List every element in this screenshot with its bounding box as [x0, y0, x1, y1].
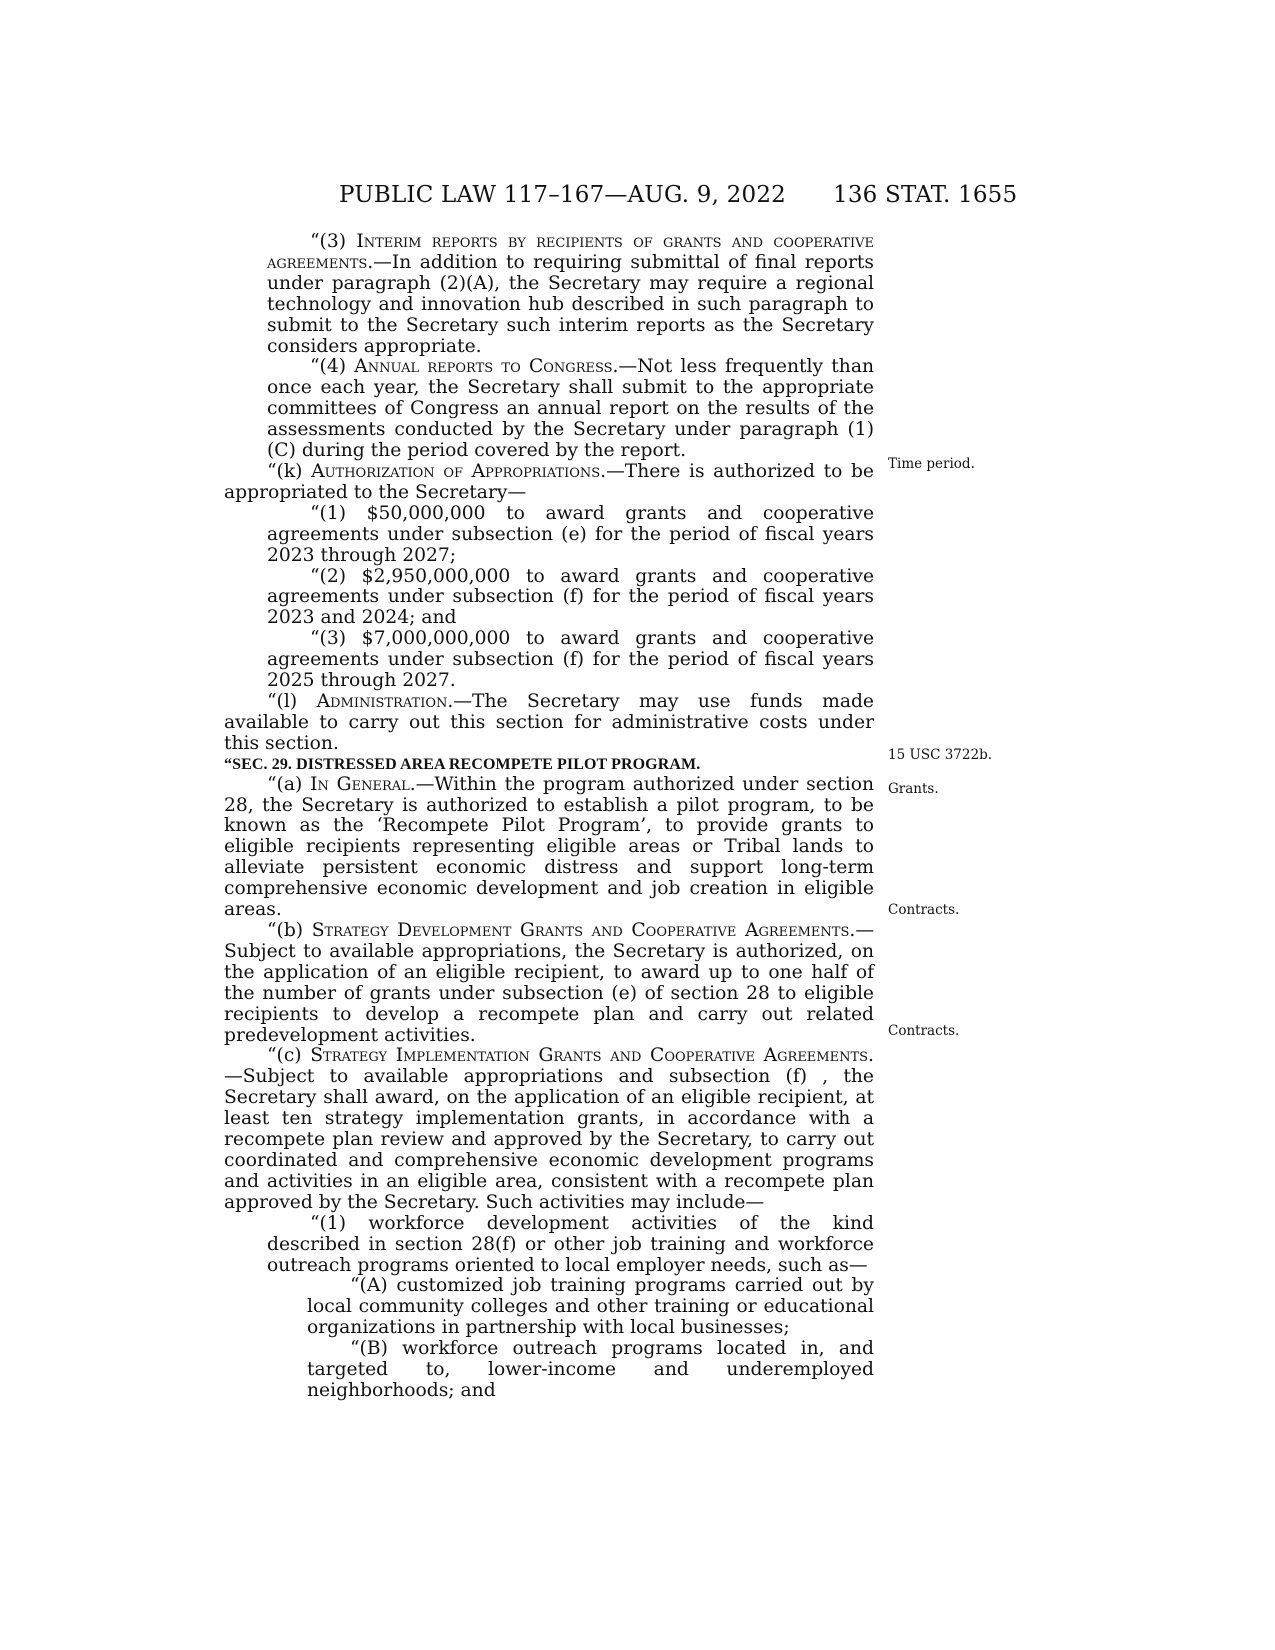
subsection-c: “(c) Strategy Implementation Grants and Cooperative Agreements.—Subject to available appropriations and subsection (f) , the Secretary shall award, on the application of an eligible recipient, at least ten strategy implementation grants, in accordance with a recompete plan review and approved by the Secretary, to carry out coordinated and comprehensive economic development programs and activities in an eligible area, consistent with a recompete plan approved by the Secretary. Such activities may include— — [224, 1045, 874, 1213]
subsection-k: “(k) Authorization of Appropriations.—There is authorized to be appropriated to the Secretary— — [224, 460, 874, 503]
paragraph-k3: “(3) $7,000,000,000 to award grants and cooperative agreements under subsection (f) for the period of fiscal years 2025 through 2027. — [267, 628, 874, 692]
subparagraph-cB: “(B) workforce outreach programs located in, and targeted to, lower-income and underemployed neighborhoods; and — [307, 1338, 874, 1401]
statute-body — [224, 232, 874, 1402]
paragraph-j3: “(3) Interim reports by recipients of grants and cooperative agreements.—In addition to requiring submittal of final reports under paragraph (2)(A), the Secretary may require a regional technology and innovation hub described in such paragraph to submit to the Secretary such interim reports as the Secretary considers appropriate. — [267, 231, 874, 357]
paragraph-heading: Interim reports by recipients of grants and cooperative agreements. — [267, 231, 874, 273]
subsection-heading: Strategy Development Grants and Cooperative Agreements. — [311, 920, 856, 941]
paragraph-c1: “(1) workforce development activities of the kind described in section 28(f) or other job training and workforce outreach programs oriented to local employer needs, such as— — [267, 1212, 874, 1276]
subsection-a: “(a) In General.—Within the program authorized under section 28, the Secretary is authorized to establish a pilot program, to be known as the ‘Recompete Pilot Program’, to provide grants to eligible recipients representing eligible areas or Tribal lands to alleviate persistent economic distress and support long-term comprehensive economic development and job creation in eligible areas. — [224, 773, 875, 921]
page-header-title: PUBLIC LAW 117–167—AUG. 9, 2022 — [339, 182, 786, 208]
subsection-heading: Authorization of Appropriations. — [311, 460, 607, 482]
margin-note-contracts-c: Contracts. — [888, 1023, 960, 1039]
subsection-heading: Strategy Implementation Grants and Cooperative Agreements. — [310, 1045, 874, 1067]
margin-note-grants: Grants. — [888, 781, 939, 797]
paragraph-k2: “(2) $2,950,000,000 to award grants and cooperative agreements under subsection (f) for the period of fiscal years 2023 and 2024; and — [267, 565, 874, 629]
page-header-stat: 136 STAT. 1655 — [833, 182, 1018, 208]
paragraph-k1: “(1) $50,000,000 to award grants and cooperative agreements under subsection (e) for the period of fiscal years 2023 through 2027; — [267, 502, 874, 566]
subsection-heading: In General. — [310, 773, 416, 795]
subparagraph-cA: “(A) customized job training programs carried out by local community colleges and other training or educational organizations in partnership with local businesses; — [307, 1275, 874, 1339]
margin-note-contracts-b: Contracts. — [888, 902, 960, 918]
section-heading: “SEC. 29. DISTRESSED AREA RECOMPETE PILOT PROGRAM. — [224, 755, 701, 773]
subsection-heading: Administration. — [316, 690, 454, 712]
subsection-b: “(b) Strategy Development Grants and Cooperative Agreements.—Subject to available appropriations, the Secretary is authorized, on the application of an eligible recipient, to award up to one half of the number of grants under subsection (e) of section 28 to eligible recipients to develop a recompete plan and carry out related predevelopment activities. — [224, 920, 875, 1046]
paragraph-j4: “(4) Annual reports to Congress.—Not less frequently than once each year, the Secretary shall submit to the appropriate committees of Congress an annual report on the results of the assessments conducted by the Secretary under paragraph (1)(C) during the period covered by the report. — [267, 356, 875, 462]
paragraph-heading: Annual reports to Congress. — [354, 356, 619, 378]
margin-note-usc: 15 USC 3722b. — [888, 747, 993, 763]
margin-note-time-period: Time period. — [888, 456, 975, 472]
subsection-l: “(l) Administration.—The Secretary may use funds made available to carry out this section for administrative costs under this section. — [224, 690, 874, 754]
